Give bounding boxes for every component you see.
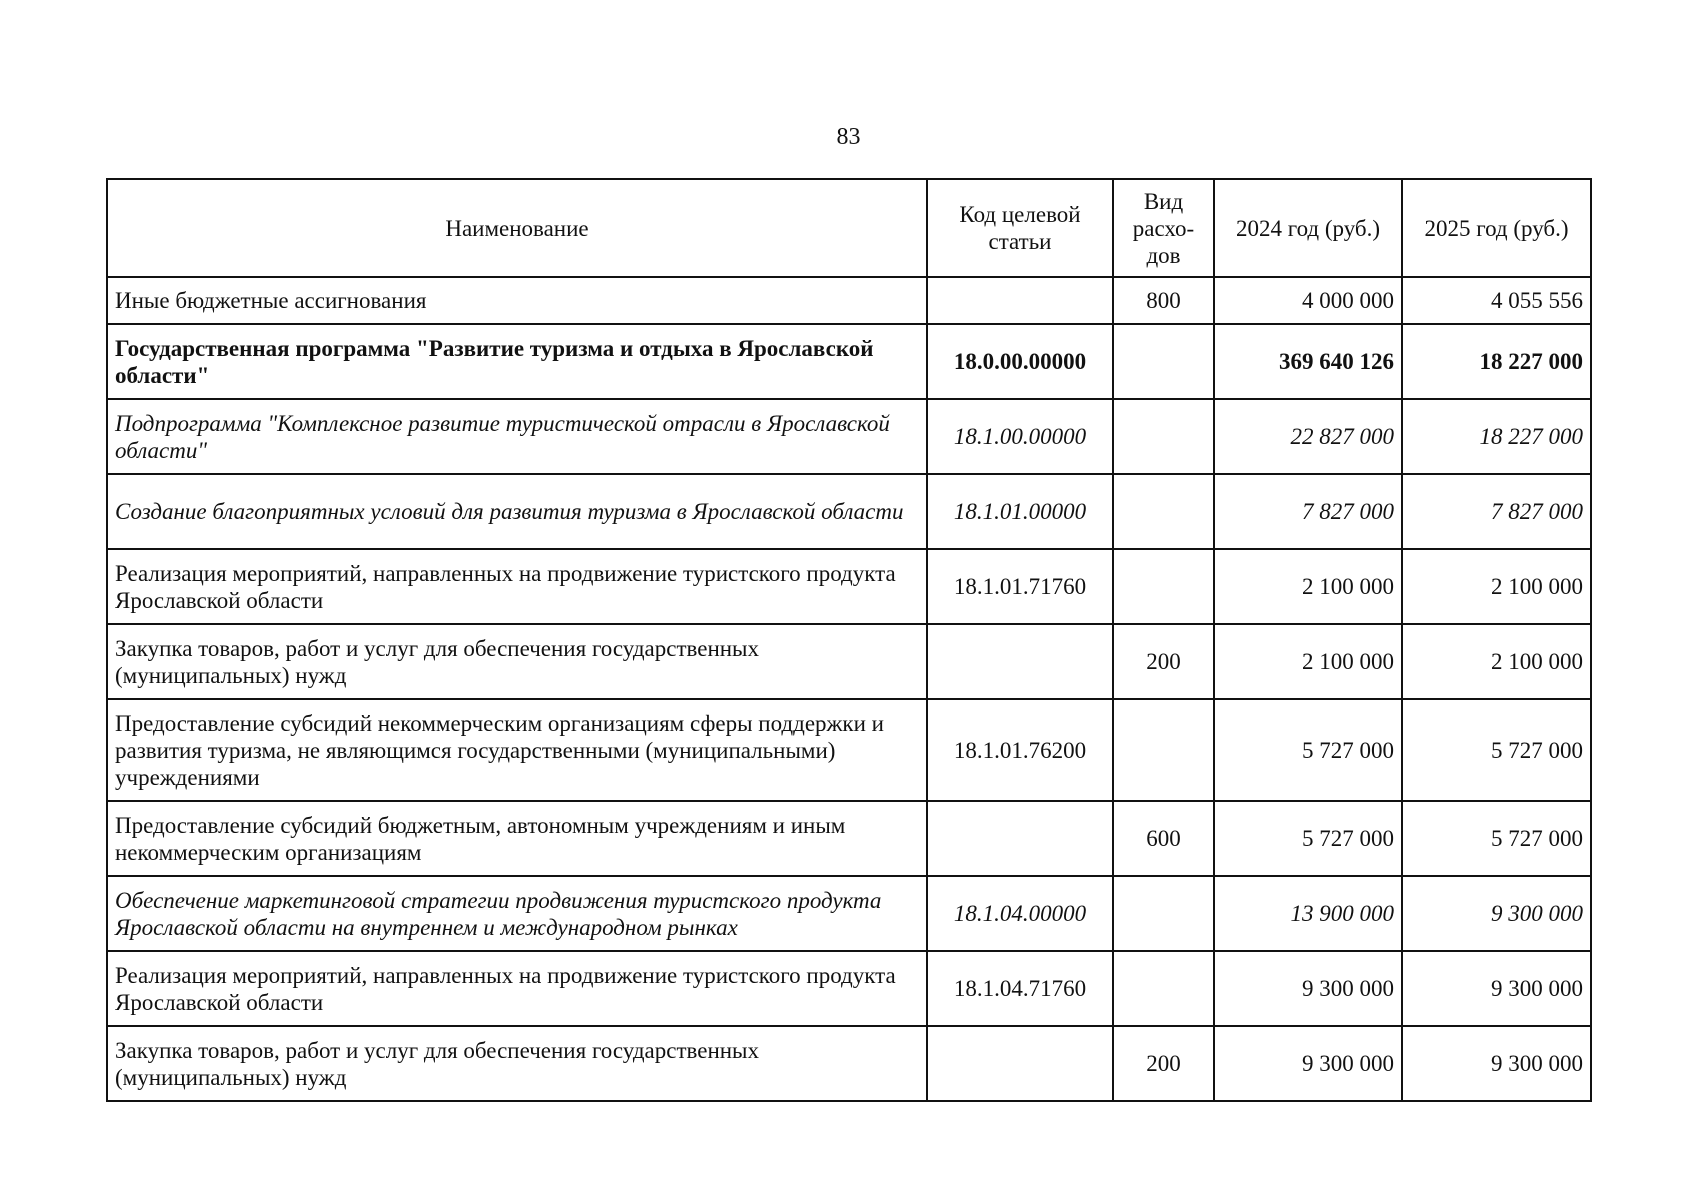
cell-2024: 5 727 000 [1214, 801, 1402, 876]
cell-2024: 9 300 000 [1214, 1026, 1402, 1101]
cell-name: Создание благоприятных условий для развития туризма в Ярославской области [107, 474, 927, 549]
table-row [107, 624, 1591, 699]
cell-name: Реализация мероприятий, направленных на продвижение туристского продукта Ярославской области [107, 951, 927, 1026]
cell-code [927, 1026, 1113, 1101]
cell-type [1113, 876, 1214, 951]
table-row [107, 549, 1591, 624]
cell-code: 18.1.01.71760 [927, 549, 1113, 624]
budget-table [106, 178, 1592, 1102]
cell-2024: 369 640 126 [1214, 324, 1402, 399]
cell-2025: 18 227 000 [1402, 399, 1591, 474]
table-row [107, 474, 1591, 549]
table-row [107, 801, 1591, 876]
cell-name: Подпрограмма "Комплексное развитие туристической отрасли в Ярославской области" [107, 399, 927, 474]
header-2024: 2024 год (руб.) [1214, 179, 1402, 277]
cell-2024: 7 827 000 [1214, 474, 1402, 549]
cell-2024: 22 827 000 [1214, 399, 1402, 474]
cell-2024: 2 100 000 [1214, 549, 1402, 624]
table-header-row [107, 179, 1591, 277]
cell-name: Предоставление субсидий бюджетным, автономным учреждениям и иным некоммерческим организациям [107, 801, 927, 876]
cell-code: 18.1.01.76200 [927, 699, 1113, 801]
cell-type [1113, 399, 1214, 474]
cell-name: Предоставление субсидий некоммерческим организациям сферы поддержки и развития туризма, не являющимся государственными (муниципальными) учреждениями [107, 699, 927, 801]
table-row [107, 399, 1591, 474]
cell-code: 18.0.00.00000 [927, 324, 1113, 399]
cell-type [1113, 951, 1214, 1026]
cell-name: Иные бюджетные ассигнования [107, 277, 927, 324]
table-row [107, 324, 1591, 399]
cell-code: 18.1.04.71760 [927, 951, 1113, 1026]
cell-2025: 9 300 000 [1402, 1026, 1591, 1101]
cell-2025: 7 827 000 [1402, 474, 1591, 549]
cell-2025: 5 727 000 [1402, 801, 1591, 876]
cell-code: 18.1.04.00000 [927, 876, 1113, 951]
cell-2025: 4 055 556 [1402, 277, 1591, 324]
header-type: Вид расхо-дов [1113, 179, 1214, 277]
cell-2025: 2 100 000 [1402, 549, 1591, 624]
table-row [107, 1026, 1591, 1101]
cell-code: 18.1.00.00000 [927, 399, 1113, 474]
cell-2025: 2 100 000 [1402, 624, 1591, 699]
cell-type [1113, 324, 1214, 399]
cell-2024: 4 000 000 [1214, 277, 1402, 324]
cell-type: 600 [1113, 801, 1214, 876]
header-code: Код целевой статьи [927, 179, 1113, 277]
cell-type [1113, 549, 1214, 624]
cell-code [927, 277, 1113, 324]
table-row [107, 876, 1591, 951]
cell-name: Закупка товаров, работ и услуг для обеспечения государственных (муниципальных) нужд [107, 624, 927, 699]
cell-type: 200 [1113, 1026, 1214, 1101]
table-row [107, 699, 1591, 801]
cell-code [927, 624, 1113, 699]
cell-2024: 5 727 000 [1214, 699, 1402, 801]
cell-type: 200 [1113, 624, 1214, 699]
table-row [107, 277, 1591, 324]
cell-2024: 9 300 000 [1214, 951, 1402, 1026]
cell-type: 800 [1113, 277, 1214, 324]
cell-2024: 2 100 000 [1214, 624, 1402, 699]
cell-2025: 18 227 000 [1402, 324, 1591, 399]
table-row [107, 951, 1591, 1026]
cell-code: 18.1.01.00000 [927, 474, 1113, 549]
cell-type [1113, 474, 1214, 549]
page-number: 83 [836, 124, 861, 150]
cell-2024: 13 900 000 [1214, 876, 1402, 951]
header-2025: 2025 год (руб.) [1402, 179, 1591, 277]
cell-name: Закупка товаров, работ и услуг для обеспечения государственных (муниципальных) нужд [107, 1026, 927, 1101]
cell-type [1113, 699, 1214, 801]
cell-name: Обеспечение маркетинговой стратегии продвижения туристского продукта Ярославской области на внутреннем и международном рынках [107, 876, 927, 951]
cell-code [927, 801, 1113, 876]
cell-2025: 9 300 000 [1402, 951, 1591, 1026]
cell-2025: 9 300 000 [1402, 876, 1591, 951]
header-name: Наименование [107, 179, 927, 277]
cell-2025: 5 727 000 [1402, 699, 1591, 801]
cell-name: Государственная программа "Развитие туризма и отдыха в Ярославской области" [107, 324, 927, 399]
cell-name: Реализация мероприятий, направленных на продвижение туристского продукта Ярославской области [107, 549, 927, 624]
